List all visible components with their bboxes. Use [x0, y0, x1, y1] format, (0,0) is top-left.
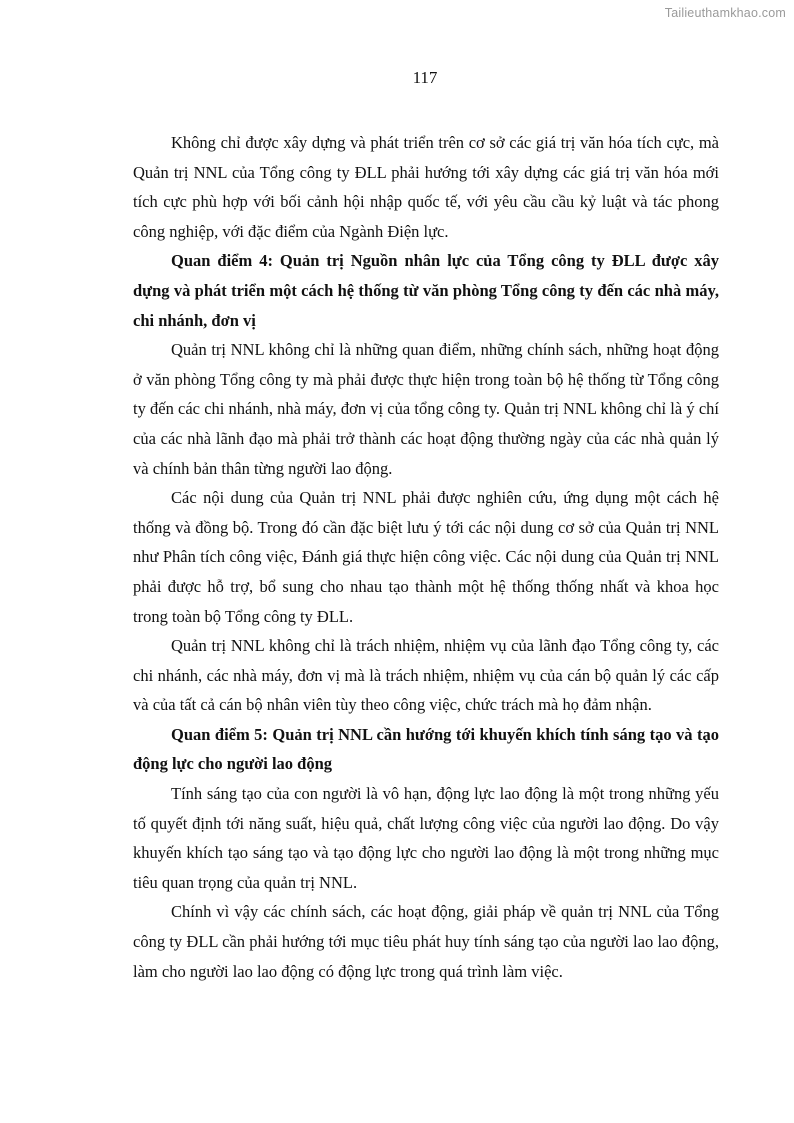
document-body	[133, 128, 719, 986]
paragraph-6: Chính vì vậy các chính sách, các hoạt động, giải pháp về quản trị NNL của Tổng công ty ĐLL cần phải hướng tới mục tiêu phát huy tính sáng tạo của người lao lao động, làm cho người lao lao động có động lực trong quá trình làm việc.	[133, 902, 719, 981]
paragraph-3: Các nội dung của Quản trị NNL phải được nghiên cứu, ứng dụng một cách hệ thống và đồng bộ. Trong đó cần đặc biệt lưu ý tới các nội dung cơ sở của Quản trị NNL như Phân tích công việc, Đánh giá thực hiện công việc. Các nội dung của Quản trị NNL phải được hỗ trợ, bổ sung cho nhau tạo thành một hệ thống thống nhất và khoa học trong toàn bộ Tổng công ty ĐLL.	[133, 488, 719, 626]
watermark: Tailieuthamkhao.com	[664, 6, 786, 20]
paragraph-4: Quản trị NNL không chỉ là trách nhiệm, nhiệm vụ của lãnh đạo Tổng công ty, các chi nhánh, các nhà máy, đơn vị mà là trách nhiệm, nhiệm vụ của cán bộ quản lý các cấp và của tất cả cán bộ nhân viên tùy theo công việc, chức trách mà họ đảm nhận.	[133, 636, 719, 715]
paragraph-2: Quản trị NNL không chỉ là những quan điểm, những chính sách, những hoạt động ở văn phòng Tổng công ty mà phải được thực hiện trong toàn bộ hệ thống từ Tổng công ty đến các chi nhánh, nhà máy, đơn vị của tổng công ty. Quản trị NNL không chỉ là ý chí của các nhà lãnh đạo mà phải trở thành các hoạt động thường ngày của các nhà quản lý và chính bản thân từng người lao động.	[133, 340, 719, 478]
page-number: 117	[412, 68, 438, 87]
heading-viewpoint-4: Quan điểm 4: Quản trị Nguồn nhân lực của Tổng công ty ĐLL được xây dựng và phát triển một cách hệ thống từ văn phòng Tổng công ty đến các nhà máy, chi nhánh, đơn vị	[133, 251, 719, 330]
heading-viewpoint-5: Quan điểm 5: Quản trị NNL cần hướng tới khuyến khích tính sáng tạo và tạo động lực cho người lao động	[133, 724, 719, 774]
paragraph-1: Không chỉ được xây dựng và phát triển trên cơ sở các giá trị văn hóa tích cực, mà Quản trị NNL của Tổng công ty ĐLL phải hướng tới xây dựng các giá trị văn hóa mới tích cực phù hợp với bối cảnh hội nhập quốc tế, với yêu cầu cầu kỷ luật và tác phong công nghiệp, với đặc điểm của Ngành Điện lực.	[133, 133, 719, 241]
paragraph-5: Tính sáng tạo của con người là vô hạn, động lực lao động là một trong những yếu tố quyết định tới năng suất, hiệu quả, chất lượng công việc của người lao động. Do vậy khuyến khích tạo sáng tạo và tạo động lực cho người lao động là một trong những mục tiêu quan trọng của quản trị NNL.	[133, 784, 719, 892]
